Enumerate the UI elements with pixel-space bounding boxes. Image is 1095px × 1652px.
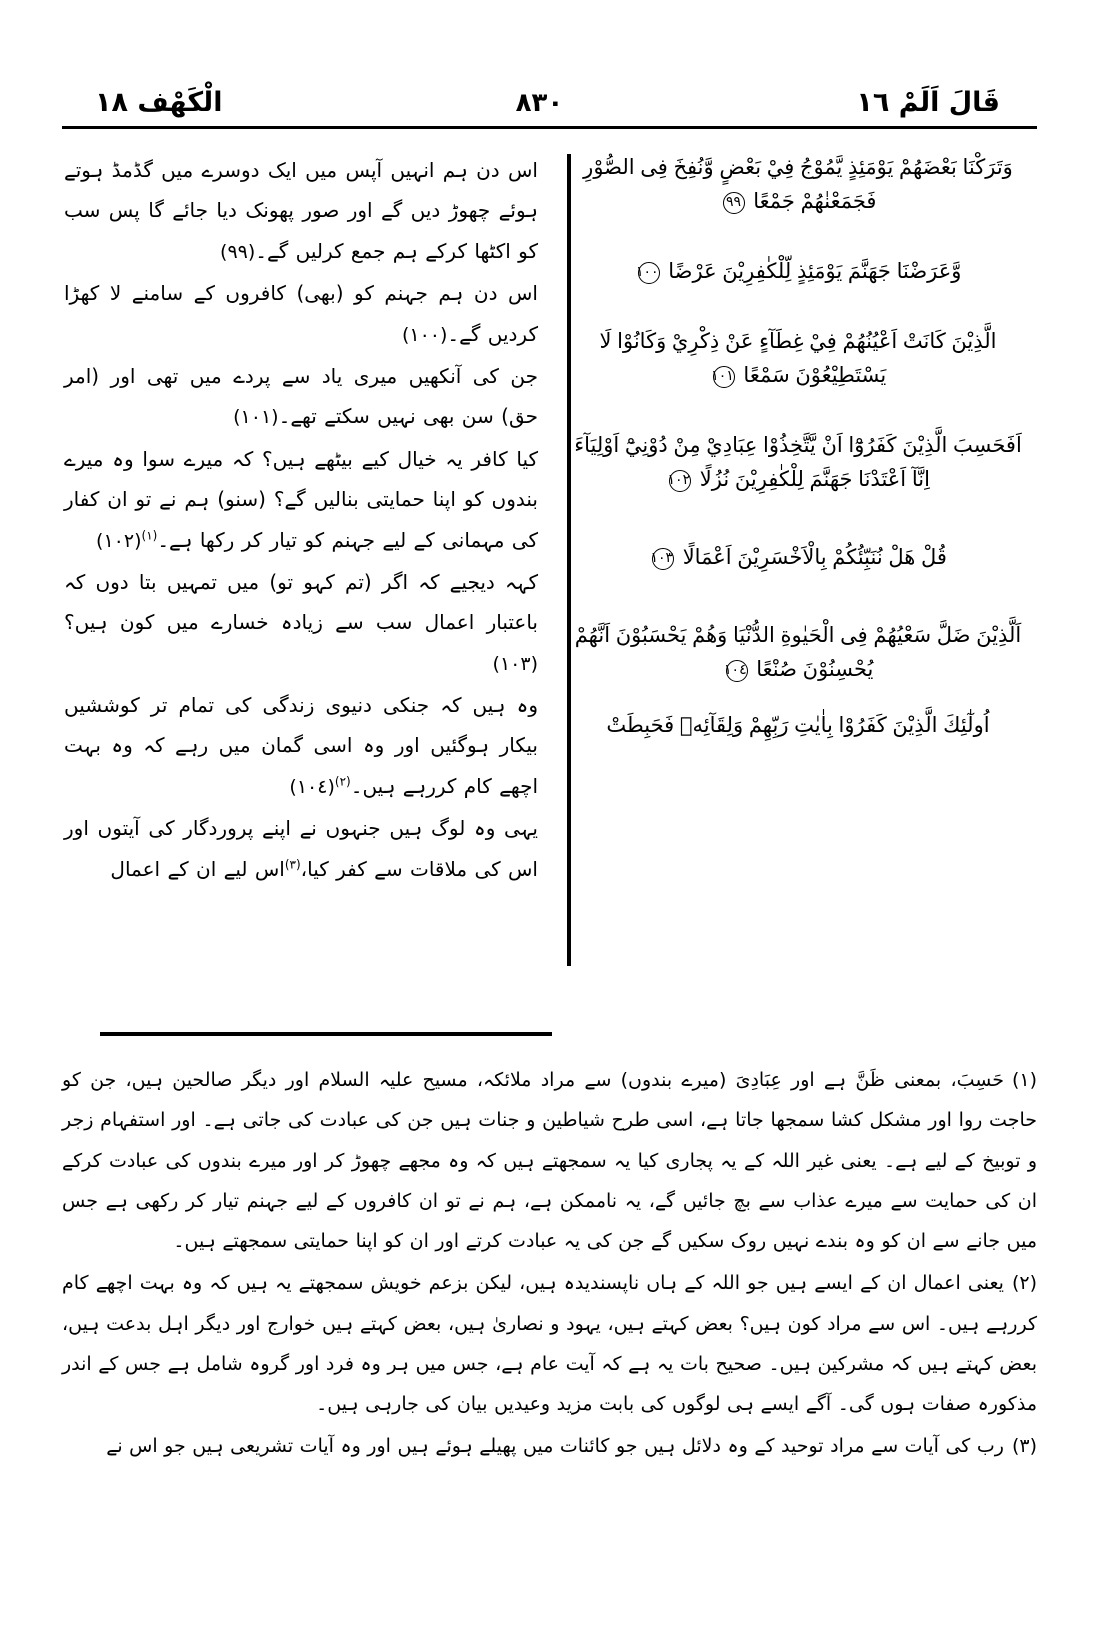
running-head [95, 72, 1000, 118]
ayah-block [559, 150, 1037, 218]
footnote-reference: (١) [141, 527, 158, 542]
translation-block [62, 150, 542, 271]
ayah-block [559, 254, 1037, 288]
translation-block [62, 439, 542, 560]
translation-block [62, 685, 542, 806]
footnote-marker: (٢) [1011, 1272, 1037, 1295]
running-head-surah-label: الْکَهْف ١٨ [95, 87, 223, 119]
translation-verse-number: (١٠٣) [492, 652, 538, 675]
ayah-block [559, 428, 1037, 496]
footnote-reference: (٣) [284, 856, 301, 871]
footnote-text: یعنی اعمال ان کے ایسے ہیں جو اللہ کے ہاں ناپسندیدہ ہیں، لیکن بزعم خویش سمجھتے یہ ہیں کہ وہ بہت اچھے کام کررہے ہیں۔ اس سے مراد کون ہیں؟ بعض کہتے ہیں، یہود و نصاریٰ ہیں، بعض کہتے ہیں خوارج اور دیگر اہل بدعت ہیں، بعض کہتے ہیں کہ مشرکین ہیں۔ صحیح بات یہ ہے کہ آیت عام ہے، جس میں ہر وہ فرد اور گروہ شامل ہے جس کے اندر مذکورہ صفات ہوں گی۔ آگے ایسے ہی لوگوں کی بابت مزید وعیدیں بیان کی جارہی ہیں۔ [62, 1272, 1037, 1416]
translation-verse-number: (١٠٤) [289, 775, 335, 798]
ayah-text: وَتَرَكْنَا بَعْضَهُمْ يَوْمَئِذٍ يَّمُوْجُ فِيْ بَعْضٍ وَّنُفِخَ فِى الصُّوْرِ فَجَمَعْنٰهُمْ جَمْعًا [583, 155, 1013, 214]
translation-verse-number: (١٠٢) [96, 529, 142, 552]
footnotes-section [62, 1060, 1037, 1469]
ayah-block [559, 540, 1037, 574]
footnote-separator-rule [100, 1032, 552, 1036]
translation-text: اس دن ہم انہیں آپس میں ایک دوسرے میں گڈمڈ ہوتے ہوئے چھوڑ دیں گے اور صور پھونک دیا جائے گا پس سب کو اکٹھا کرکے ہم جمع کرلیں گے۔ [64, 158, 538, 263]
ayah-number: ١٠٢ [669, 470, 691, 492]
urdu-translation-column [62, 150, 542, 891]
ayah-text: اَلَّذِيْنَ ضَلَّ سَعْيُهُمْ فِى الْحَيٰوةِ الدُّنْيَا وَهُمْ يَحْسَبُوْنَ اَنَّهُمْ يُحْسِنُوْنَ صُنْعًا [574, 623, 1022, 682]
translation-text: اس دن ہم جہنم کو (بھی) کافروں کے سامنے لا کھڑا کردیں گے۔ [64, 281, 538, 346]
header-rule [62, 126, 1037, 129]
translation-block [62, 808, 542, 889]
translation-text: کیا کافر یہ خیال کیے بیٹھے ہیں؟ کہ میرے سوا وہ میرے بندوں کو اپنا حمایتی بنالیں گے؟ (سنو) ہم نے تو ان کفار کی مہمانی کے لیے جہنم کو تیار کر رکھا ہے۔ [64, 446, 538, 552]
ayah-number: ١٠٣ [652, 548, 674, 570]
running-head-para-label: قَالَ اَلَمْ ١٦ [856, 87, 1000, 119]
ayah-block [559, 324, 1037, 392]
footnote-reference: (٢) [334, 774, 351, 789]
ayah-block [559, 708, 1037, 742]
ayah-number: ٩٩ [723, 192, 745, 214]
body-area [62, 150, 1037, 970]
ayah-text: اَفَحَسِبَ الَّذِيْنَ كَفَرُوْٓا اَنْ يَّتَّخِذُوْا عِبَادِيْ مِنْ دُوْنِيْٓ اَوْلِيَآءَ اِنَّآ اَعْتَدْنَا جَهَنَّمَ لِلْكٰفِرِيْنَ نُزُلًا [574, 433, 1022, 492]
translation-block [62, 356, 542, 437]
ayah-number: ١٠١ [713, 366, 735, 388]
footnote-text: رب کی آیات سے مراد توحید کے وہ دلائل ہیں جو کائنات میں پھیلے ہوئے ہیں اور وہ آیات تشریعی ہیں جو اس نے [106, 1435, 1004, 1458]
translation-verse-number: (٩٩) [220, 240, 256, 263]
translation-block [62, 562, 542, 683]
ayah-text: قُلْ هَلْ نُنَبِّئُكُمْ بِالْاَخْسَرِيْنَ اَعْمَالًا [682, 545, 947, 570]
ayah-number: ١٠٠ [638, 262, 660, 284]
arabic-verses-column [559, 150, 1037, 748]
ayah-text: اُولٰٓئِكَ الَّذِيْنَ كَفَرُوْا بِاٰيٰتِ رَبِّهِمْ وَلِقَآئِهٖ فَحَبِطَتْ [606, 713, 990, 738]
ayah-text: وَّعَرَضْنَا جَهَنَّمَ يَوْمَئِذٍ لِّلْكٰفِرِيْنَ عَرْضًا [668, 259, 962, 284]
translation-text-tail: اس لیے ان کے اعمال [110, 856, 285, 881]
ayah-text: الَّذِيْنَ كَانَتْ اَعْيُنُهُمْ فِيْ غِطَآءٍ عَنْ ذِكْرِيْ وَكَانُوْا لَا يَسْتَطِيْعُوْنَ سَمْعًا [599, 329, 997, 388]
translation-text: کہہ دیجیے کہ اگر (تم کہو تو) میں تمہیں بتا دوں کہ باعتبار اعمال سب سے زیادہ خسارے میں کون ہیں؟ [64, 569, 538, 635]
page-number: ٨٣٠ [515, 88, 564, 119]
ayah-block [559, 618, 1037, 686]
translation-text: یہی وہ لوگ ہیں جنہوں نے اپنے پروردگار کی آیتوں اور اس کی ملاقات سے کفر کیا، [64, 816, 538, 881]
footnote-item [62, 1263, 1037, 1424]
translation-block [62, 273, 542, 354]
footnote-marker: (١) [1011, 1069, 1037, 1091]
footnote-marker: (٣) [1011, 1435, 1037, 1458]
translation-text: جن کی آنکھیں میری یاد سے پردے میں تھی اور (امر حق) سن بھی نہیں سکتے تھے۔ [64, 363, 538, 429]
footnote-text: حَسِبَ، بمعنی ظَنَّ ہے اور عِبَادِیَ (میرے بندوں) سے مراد ملائکہ، مسیح علیہ السلام اور دیگر صالحین ہیں، جن کو حاجت روا اور مشکل کشا سمجھا جاتا ہے، اسی طرح شیاطین و جنات ہیں جن کی عبادت کی جاتی ہے۔ اور استفہام زجر و توبیخ کے لیے ہے۔ یعنی غیر اللہ کے یہ پجاری کیا یہ سمجھتے ہیں کہ وہ مجھے چھوڑ کر اور میرے بندوں کی عبادت کرکے ان کی حمایت سے میرے عذاب سے بچ جائیں گے، یہ ناممکن ہے، ہم نے تو ان کافروں کے لیے جہنم تیار کر رکھی ہے جس میں جانے سے ان کو وہ بندے نہیں روک سکیں گے جن کی یہ عبادت کرتے اور ان کو اپنا حمایتی سمجھتے ہیں۔ [62, 1069, 1037, 1253]
footnote-item [62, 1426, 1037, 1466]
translation-text: وہ ہیں کہ جنکی دنیوی زندگی کی تمام تر کوششیں بیکار ہوگئیں اور وہ اسی گمان میں رہے کہ وہ بہت اچھے کام کررہے ہیں۔ [64, 693, 538, 798]
ayah-number: ١٠٤ [726, 660, 748, 682]
translation-verse-number: (١٠٠) [401, 323, 448, 346]
footnote-item [62, 1060, 1037, 1261]
translation-verse-number: (١٠١) [233, 406, 279, 429]
